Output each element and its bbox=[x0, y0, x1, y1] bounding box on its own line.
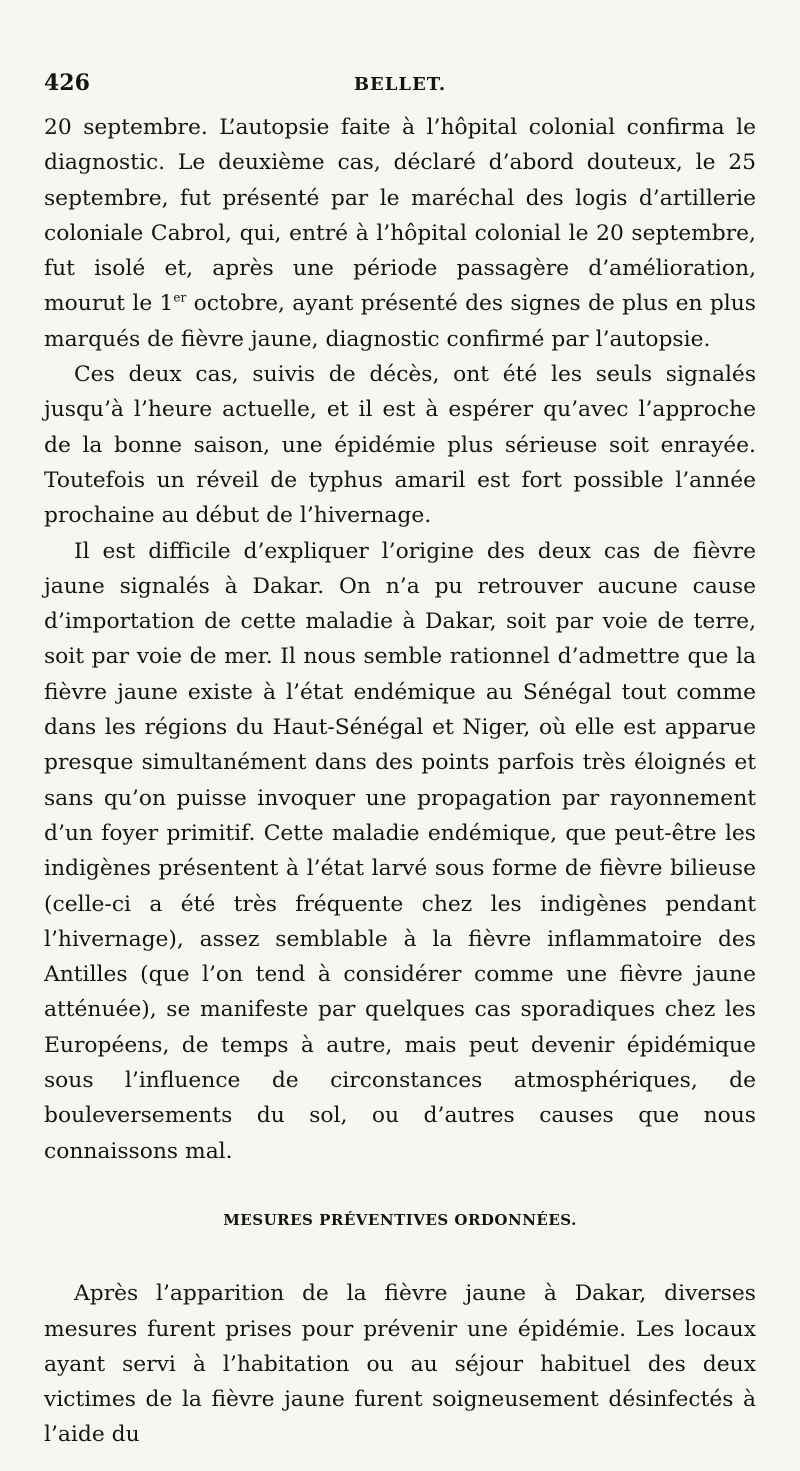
section-paragraph: Après l’apparition de la fièvre jaune à Dakar, diverses mesures furent prises pour prévenir une épidémie. Les locaux ayant servi à l’habitation ou au séjour habituel des deux victimes de la fièvre jaune furent soigneusement désinfectés à l’aide du bbox=[44, 1281, 756, 1448]
paragraph-3: Il est difficile d’expliquer l’origine des deux cas de fièvre jaune signalés à Dakar. On n’a pu retrouver aucune cause d’importation de cette maladie à Dakar, soit par voie de terre, soit par voie de mer. Il nous semble rationnel d’admettre que la fièvre jaune existe à l’état endémique au Sénégal tout comme dans les régions du Haut-Sénégal et Niger, où elle est apparue presque simultanément dans des points parfois très éloignés et sans qu’on puisse invoquer une propagation par rayonnement d’un foyer primitif. Cette maladie endémique, que peut-être les indigènes présentent à l’état larvé sous forme de fièvre bilieuse (celle-ci a été très fréquente chez les indigènes pendant l’hivernage), assez semblable à la fièvre inflammatoire des Antilles (que l’on tend à considérer comme une fièvre jaune atténuée), se manifeste par quelques cas sporadiques chez les Européens, de temps à autre, mais peut devenir épidémique sous l’influence de circonstances atmosphériques, de bouleversements du sol, ou d’autres causes que nous connaissons mal. bbox=[44, 538, 756, 1164]
paragraph-1 bbox=[44, 110, 756, 357]
document-page bbox=[44, 66, 756, 1453]
page-header bbox=[44, 66, 756, 110]
page-number: 426 bbox=[44, 70, 90, 96]
paragraph-2: Ces deux cas, suivis de décès, ont été les seuls signalés jusqu’à l’heure actuelle, et il est à espérer qu’avec l’approche de la bonne saison, une épidémie plus sérieuse soit enrayée. Toutefois un réveil de typhus amaril est fort possible l’année prochaine au début de l’hivernage. bbox=[44, 362, 756, 529]
ordinal-superscript: er bbox=[173, 291, 187, 306]
body-text bbox=[44, 110, 756, 1453]
running-head: BELLET. bbox=[353, 74, 447, 95]
paragraph-1-text-start: 20 septembre. L’autopsie faite à l’hôpital colonial confirma le diagnostic. Le deuxième cas, déclaré d’abord douteux, le 25 septembre, fut présenté par le maréchal des logis d’artillerie coloniale Cabrol, qui, entré à l’hôpital colonial le 20 septembre, fut isolé et, après une période passagère d’amélioration, mourut le 1 bbox=[44, 115, 756, 317]
paragraph-1-text-end: octobre, ayant présenté des signes de plus en plus marqués de fièvre jaune, diagnostic confirmé par l’autopsie. bbox=[44, 291, 756, 352]
section-heading: MESURES PRÉVENTIVES ORDONNÉES. bbox=[223, 1210, 577, 1229]
